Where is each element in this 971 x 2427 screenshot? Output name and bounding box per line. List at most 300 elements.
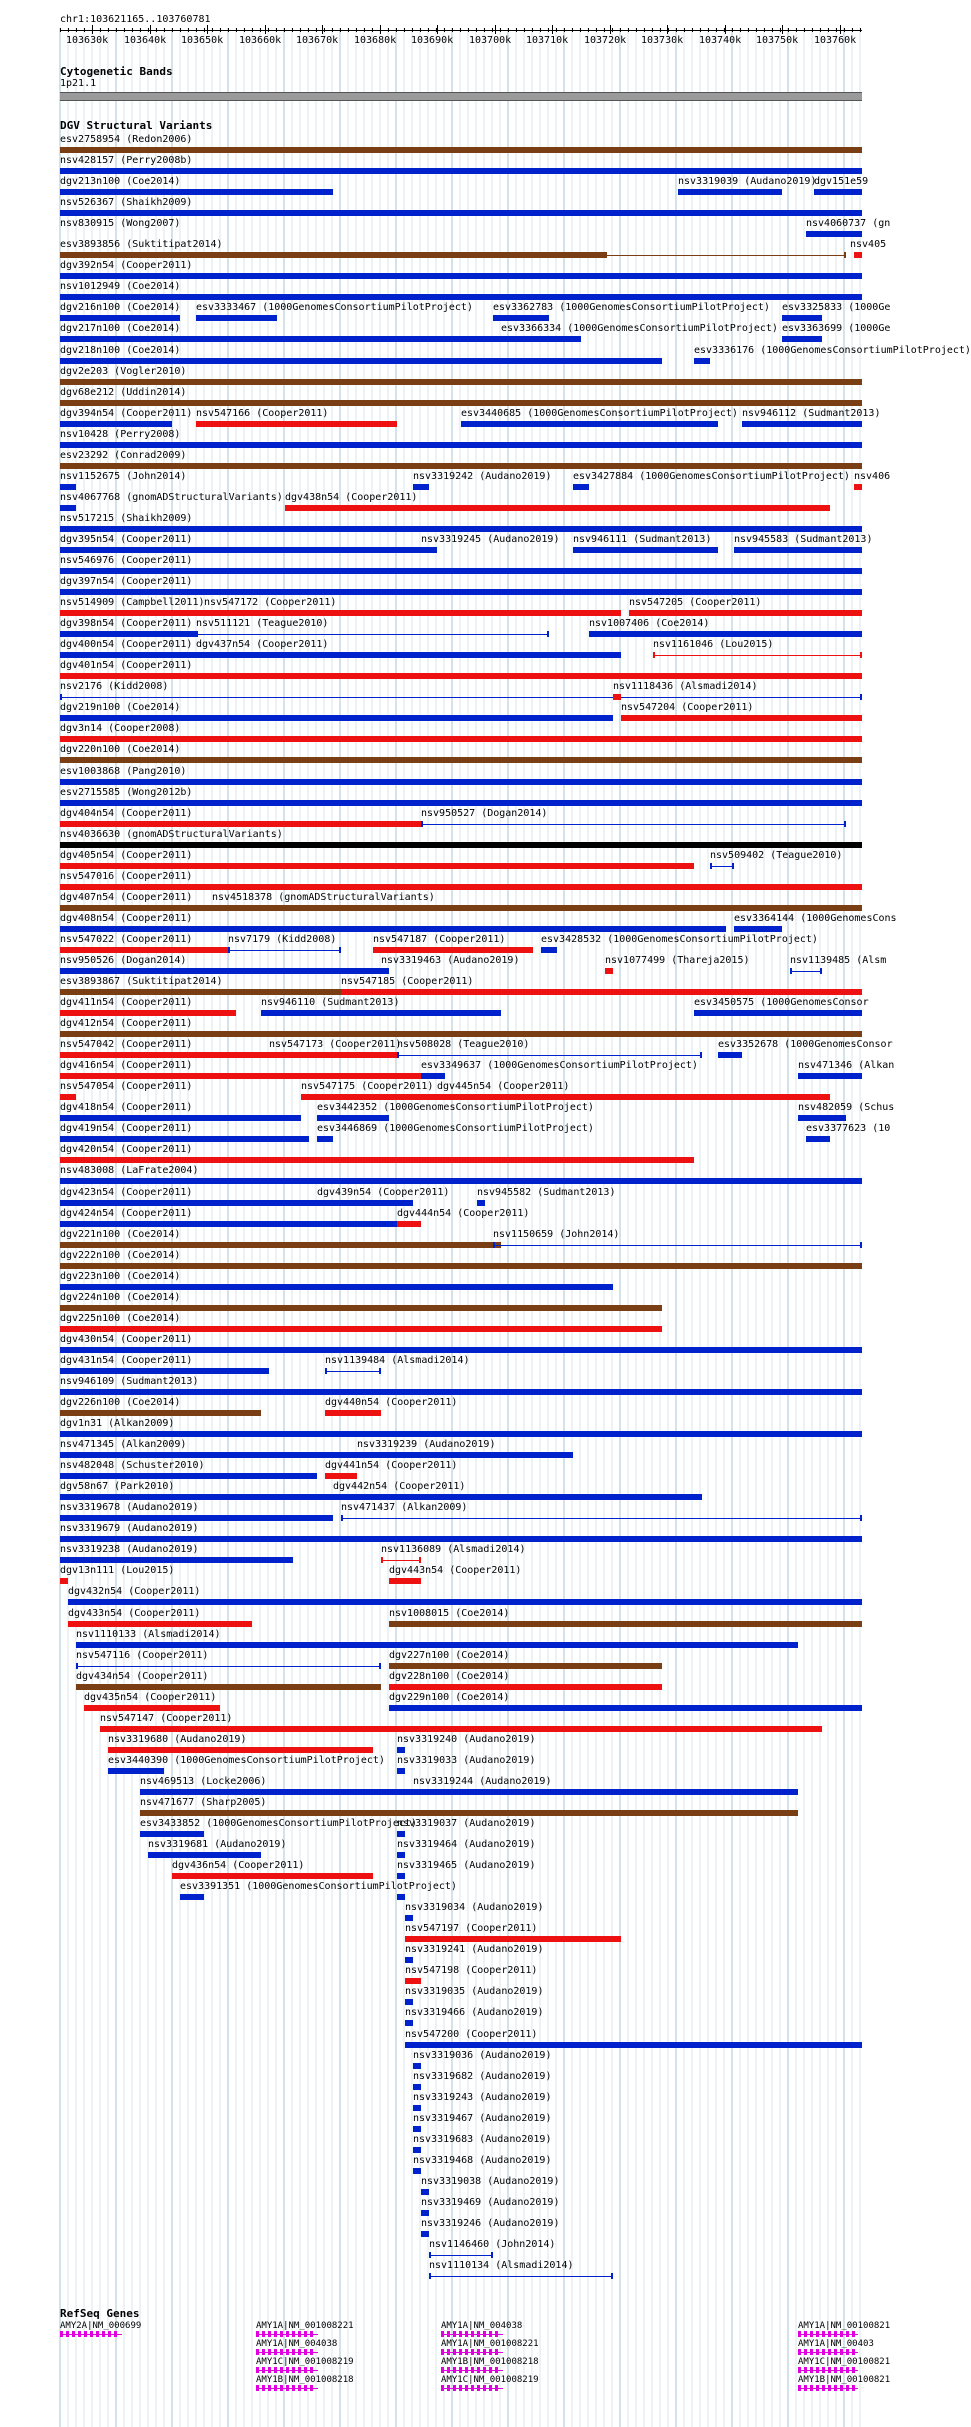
structural-variant-bar[interactable] xyxy=(100,1726,822,1732)
structural-variant-bar[interactable] xyxy=(694,358,710,364)
structural-variant-bar[interactable] xyxy=(60,1073,421,1079)
gene-exon[interactable] xyxy=(471,2349,474,2355)
structural-variant-bar[interactable] xyxy=(60,1178,862,1184)
gene-exon[interactable] xyxy=(114,2331,117,2337)
gene-exon[interactable] xyxy=(262,2385,265,2391)
structural-variant-bar[interactable] xyxy=(60,379,862,385)
structural-variant-bar[interactable] xyxy=(60,697,862,698)
gene-exon[interactable] xyxy=(810,2349,813,2355)
structural-variant-bar[interactable] xyxy=(60,905,862,911)
structural-variant-bar[interactable] xyxy=(60,505,76,511)
structural-variant-bar[interactable] xyxy=(108,1768,164,1774)
structural-variant-bar[interactable] xyxy=(60,1242,501,1248)
gene-exon[interactable] xyxy=(310,2385,313,2391)
structural-variant-bar[interactable] xyxy=(60,968,381,974)
gene-exon[interactable] xyxy=(816,2385,819,2391)
structural-variant-bar[interactable] xyxy=(413,2147,421,2153)
structural-variant-bar[interactable] xyxy=(389,1684,662,1690)
structural-variant-bar[interactable] xyxy=(357,1452,365,1458)
gene-exon[interactable] xyxy=(286,2385,289,2391)
gene-exon[interactable] xyxy=(846,2349,849,2355)
gene-exon[interactable] xyxy=(256,2349,259,2355)
structural-variant-bar[interactable] xyxy=(60,1221,397,1227)
gene-exon[interactable] xyxy=(441,2385,444,2391)
structural-variant-bar[interactable] xyxy=(148,1852,261,1858)
gene-exon[interactable] xyxy=(453,2331,456,2337)
structural-variant-bar[interactable] xyxy=(325,1410,381,1416)
gene-exon[interactable] xyxy=(810,2367,813,2373)
gene-exon[interactable] xyxy=(846,2367,849,2373)
gene-exon[interactable] xyxy=(280,2385,283,2391)
gene-exon[interactable] xyxy=(840,2331,843,2337)
gene-exon[interactable] xyxy=(798,2367,801,2373)
structural-variant-bar[interactable] xyxy=(60,673,862,679)
structural-variant-bar[interactable] xyxy=(172,1873,373,1879)
gene-exon[interactable] xyxy=(471,2367,474,2373)
structural-variant-bar[interactable] xyxy=(621,715,862,721)
structural-variant-bar[interactable] xyxy=(60,1094,76,1100)
structural-variant-bar[interactable] xyxy=(413,2105,421,2111)
structural-variant-bar[interactable] xyxy=(60,400,862,406)
structural-variant-bar[interactable] xyxy=(60,1157,694,1163)
structural-variant-bar[interactable] xyxy=(60,842,862,848)
structural-variant-bar[interactable] xyxy=(60,168,862,174)
structural-variant-bar[interactable] xyxy=(60,1136,309,1142)
structural-variant-bar[interactable] xyxy=(196,315,277,321)
gene-exon[interactable] xyxy=(489,2349,492,2355)
gene-exon[interactable] xyxy=(846,2385,849,2391)
structural-variant-bar[interactable] xyxy=(108,1747,373,1753)
gene-exon[interactable] xyxy=(268,2331,271,2337)
structural-variant-bar[interactable] xyxy=(60,1557,293,1563)
structural-variant-bar[interactable] xyxy=(204,610,621,616)
structural-variant-bar[interactable] xyxy=(413,1789,421,1795)
gene-exon[interactable] xyxy=(834,2349,837,2355)
gene-exon[interactable] xyxy=(477,2385,480,2391)
gene-exon[interactable] xyxy=(810,2331,813,2337)
gene-exon[interactable] xyxy=(90,2331,93,2337)
gene-exon[interactable] xyxy=(310,2367,313,2373)
gene-exon[interactable] xyxy=(256,2331,259,2337)
structural-variant-bar[interactable] xyxy=(60,147,862,153)
structural-variant-bar[interactable] xyxy=(613,694,621,700)
gene-exon[interactable] xyxy=(298,2367,301,2373)
gene-exon[interactable] xyxy=(304,2349,307,2355)
gene-exon[interactable] xyxy=(822,2331,825,2337)
structural-variant-bar[interactable] xyxy=(429,2255,493,2256)
gene-exon[interactable] xyxy=(292,2367,295,2373)
structural-variant-bar[interactable] xyxy=(734,926,782,932)
structural-variant-bar[interactable] xyxy=(60,989,341,995)
structural-variant-bar[interactable] xyxy=(76,1684,381,1690)
gene-exon[interactable] xyxy=(804,2385,807,2391)
gene-exon[interactable] xyxy=(60,2331,63,2337)
structural-variant-bar[interactable] xyxy=(381,968,389,974)
gene-exon[interactable] xyxy=(447,2331,450,2337)
gene-exon[interactable] xyxy=(447,2385,450,2391)
structural-variant-bar[interactable] xyxy=(60,821,421,827)
structural-variant-bar[interactable] xyxy=(60,1284,613,1290)
gene-exon[interactable] xyxy=(840,2367,843,2373)
gene-exon[interactable] xyxy=(495,2331,498,2337)
cytoband-bar[interactable] xyxy=(60,92,862,101)
structural-variant-bar[interactable] xyxy=(60,315,180,321)
structural-variant-bar[interactable] xyxy=(389,1705,862,1711)
gene-exon[interactable] xyxy=(816,2367,819,2373)
structural-variant-bar[interactable] xyxy=(269,1052,397,1058)
structural-variant-bar[interactable] xyxy=(718,1052,742,1058)
gene-exon[interactable] xyxy=(274,2349,277,2355)
gene-exon[interactable] xyxy=(816,2331,819,2337)
gene-exon[interactable] xyxy=(286,2367,289,2373)
structural-variant-bar[interactable] xyxy=(653,655,862,656)
structural-variant-bar[interactable] xyxy=(60,484,76,490)
structural-variant-bar[interactable] xyxy=(60,1368,269,1374)
gene-exon[interactable] xyxy=(310,2331,313,2337)
structural-variant-bar[interactable] xyxy=(60,1473,317,1479)
structural-variant-bar[interactable] xyxy=(389,1578,421,1584)
gene-exon[interactable] xyxy=(840,2385,843,2391)
structural-variant-bar[interactable] xyxy=(60,1347,862,1353)
structural-variant-bar[interactable] xyxy=(317,1200,413,1206)
structural-variant-bar[interactable] xyxy=(573,484,589,490)
structural-variant-bar[interactable] xyxy=(413,2126,421,2132)
structural-variant-bar[interactable] xyxy=(60,1515,333,1521)
structural-variant-bar[interactable] xyxy=(437,1094,830,1100)
structural-variant-bar[interactable] xyxy=(60,1578,68,1584)
structural-variant-bar[interactable] xyxy=(605,255,846,256)
structural-variant-bar[interactable] xyxy=(397,1747,405,1753)
gene-exon[interactable] xyxy=(489,2367,492,2373)
gene-exon[interactable] xyxy=(447,2349,450,2355)
structural-variant-bar[interactable] xyxy=(742,421,862,427)
gene-exon[interactable] xyxy=(495,2349,498,2355)
structural-variant-bar[interactable] xyxy=(421,547,437,553)
structural-variant-bar[interactable] xyxy=(60,463,862,469)
structural-variant-bar[interactable] xyxy=(60,294,862,300)
gene-exon[interactable] xyxy=(798,2385,801,2391)
structural-variant-bar[interactable] xyxy=(798,1073,862,1079)
structural-variant-bar[interactable] xyxy=(317,1136,333,1142)
structural-variant-bar[interactable] xyxy=(60,884,862,890)
structural-variant-bar[interactable] xyxy=(60,947,228,953)
structural-variant-bar[interactable] xyxy=(60,1263,862,1269)
gene-exon[interactable] xyxy=(453,2349,456,2355)
structural-variant-bar[interactable] xyxy=(421,2210,429,2216)
gene-exon[interactable] xyxy=(292,2349,295,2355)
gene-exon[interactable] xyxy=(840,2349,843,2355)
gene-exon[interactable] xyxy=(262,2331,265,2337)
structural-variant-bar[interactable] xyxy=(573,547,718,553)
structural-variant-bar[interactable] xyxy=(60,779,862,785)
structural-variant-bar[interactable] xyxy=(341,989,862,995)
structural-variant-bar[interactable] xyxy=(60,1010,236,1016)
structural-variant-bar[interactable] xyxy=(397,1055,702,1056)
gene-exon[interactable] xyxy=(798,2331,801,2337)
gene-exon[interactable] xyxy=(495,2385,498,2391)
gene-exon[interactable] xyxy=(489,2385,492,2391)
gene-exon[interactable] xyxy=(108,2331,111,2337)
gene-exon[interactable] xyxy=(280,2367,283,2373)
gene-exon[interactable] xyxy=(465,2331,468,2337)
structural-variant-bar[interactable] xyxy=(397,1894,405,1900)
gene-exon[interactable] xyxy=(441,2349,444,2355)
structural-variant-bar[interactable] xyxy=(60,631,196,637)
structural-variant-bar[interactable] xyxy=(397,1768,405,1774)
gene-exon[interactable] xyxy=(495,2367,498,2373)
gene-exon[interactable] xyxy=(280,2331,283,2337)
gene-exon[interactable] xyxy=(834,2331,837,2337)
gene-exon[interactable] xyxy=(256,2367,259,2373)
gene-exon[interactable] xyxy=(477,2331,480,2337)
structural-variant-bar[interactable] xyxy=(196,421,397,427)
structural-variant-bar[interactable] xyxy=(140,1831,204,1837)
structural-variant-bar[interactable] xyxy=(60,547,421,553)
structural-variant-bar[interactable] xyxy=(60,526,862,532)
structural-variant-bar[interactable] xyxy=(317,1115,389,1121)
structural-variant-bar[interactable] xyxy=(477,1200,485,1206)
gene-exon[interactable] xyxy=(822,2349,825,2355)
gene-exon[interactable] xyxy=(816,2349,819,2355)
structural-variant-bar[interactable] xyxy=(180,1894,204,1900)
structural-variant-bar[interactable] xyxy=(60,442,862,448)
structural-variant-bar[interactable] xyxy=(421,824,846,825)
gene-exon[interactable] xyxy=(274,2385,277,2391)
structural-variant-bar[interactable] xyxy=(60,273,862,279)
structural-variant-bar[interactable] xyxy=(806,231,862,237)
structural-variant-bar[interactable] xyxy=(60,1410,261,1416)
structural-variant-bar[interactable] xyxy=(68,1599,862,1605)
structural-variant-bar[interactable] xyxy=(493,315,549,321)
gene-exon[interactable] xyxy=(483,2331,486,2337)
structural-variant-bar[interactable] xyxy=(60,715,613,721)
gene-exon[interactable] xyxy=(286,2331,289,2337)
structural-variant-bar[interactable] xyxy=(854,252,862,258)
gene-exon[interactable] xyxy=(310,2349,313,2355)
structural-variant-bar[interactable] xyxy=(341,1518,862,1519)
gene-exon[interactable] xyxy=(822,2385,825,2391)
structural-variant-bar[interactable] xyxy=(405,2020,413,2026)
structural-variant-bar[interactable] xyxy=(397,1221,421,1227)
structural-variant-bar[interactable] xyxy=(60,421,172,427)
structural-variant-bar[interactable] xyxy=(814,189,862,195)
gene-exon[interactable] xyxy=(453,2385,456,2391)
structural-variant-bar[interactable] xyxy=(405,1936,621,1942)
gene-exon[interactable] xyxy=(834,2385,837,2391)
structural-variant-bar[interactable] xyxy=(605,968,613,974)
structural-variant-bar[interactable] xyxy=(60,1115,301,1121)
gene-exon[interactable] xyxy=(822,2367,825,2373)
structural-variant-bar[interactable] xyxy=(76,1666,381,1667)
structural-variant-bar[interactable] xyxy=(60,1305,662,1311)
gene-exon[interactable] xyxy=(78,2331,81,2337)
gene-exon[interactable] xyxy=(268,2349,271,2355)
structural-variant-bar[interactable] xyxy=(734,547,862,553)
structural-variant-bar[interactable] xyxy=(140,1789,798,1795)
gene-exon[interactable] xyxy=(262,2349,265,2355)
structural-variant-bar[interactable] xyxy=(397,1873,405,1879)
structural-variant-bar[interactable] xyxy=(421,2231,429,2237)
gene-exon[interactable] xyxy=(828,2331,831,2337)
gene-exon[interactable] xyxy=(304,2367,307,2373)
gene-exon[interactable] xyxy=(828,2367,831,2373)
gene-exon[interactable] xyxy=(852,2331,855,2337)
structural-variant-bar[interactable] xyxy=(60,210,862,216)
gene-exon[interactable] xyxy=(465,2367,468,2373)
gene-exon[interactable] xyxy=(846,2331,849,2337)
gene-exon[interactable] xyxy=(441,2367,444,2373)
structural-variant-bar[interactable] xyxy=(429,2276,613,2277)
structural-variant-bar[interactable] xyxy=(405,2042,862,2048)
gene-exon[interactable] xyxy=(286,2349,289,2355)
gene-exon[interactable] xyxy=(852,2349,855,2355)
structural-variant-bar[interactable] xyxy=(60,1326,662,1332)
structural-variant-bar[interactable] xyxy=(405,1957,413,1963)
structural-variant-bar[interactable] xyxy=(76,1642,798,1648)
structural-variant-bar[interactable] xyxy=(84,1705,220,1711)
gene-exon[interactable] xyxy=(852,2385,855,2391)
structural-variant-bar[interactable] xyxy=(629,610,862,616)
gene-exon[interactable] xyxy=(459,2385,462,2391)
gene-exon[interactable] xyxy=(798,2349,801,2355)
structural-variant-bar[interactable] xyxy=(325,1473,357,1479)
gene-exon[interactable] xyxy=(268,2385,271,2391)
structural-variant-bar[interactable] xyxy=(461,421,718,427)
structural-variant-bar[interactable] xyxy=(806,1136,830,1142)
structural-variant-bar[interactable] xyxy=(413,2084,421,2090)
structural-variant-bar[interactable] xyxy=(710,866,734,867)
structural-variant-bar[interactable] xyxy=(60,252,605,258)
gene-exon[interactable] xyxy=(441,2331,444,2337)
gene-exon[interactable] xyxy=(471,2385,474,2391)
gene-exon[interactable] xyxy=(459,2349,462,2355)
structural-variant-bar[interactable] xyxy=(60,1052,269,1058)
gene-exon[interactable] xyxy=(256,2385,259,2391)
structural-variant-bar[interactable] xyxy=(790,971,822,972)
structural-variant-bar[interactable] xyxy=(60,757,862,763)
structural-variant-bar[interactable] xyxy=(325,1371,381,1372)
structural-variant-bar[interactable] xyxy=(140,1810,798,1816)
gene-exon[interactable] xyxy=(84,2331,87,2337)
gene-exon[interactable] xyxy=(465,2349,468,2355)
structural-variant-bar[interactable] xyxy=(413,2168,421,2174)
gene-exon[interactable] xyxy=(96,2331,99,2337)
structural-variant-bar[interactable] xyxy=(493,1245,862,1246)
gene-exon[interactable] xyxy=(447,2367,450,2373)
structural-variant-bar[interactable] xyxy=(60,610,204,616)
structural-variant-bar[interactable] xyxy=(694,1010,862,1016)
structural-variant-bar[interactable] xyxy=(389,1663,662,1669)
gene-exon[interactable] xyxy=(459,2367,462,2373)
gene-exon[interactable] xyxy=(453,2367,456,2373)
structural-variant-bar[interactable] xyxy=(301,1094,445,1100)
structural-variant-bar[interactable] xyxy=(405,1978,421,1984)
gene-exon[interactable] xyxy=(459,2331,462,2337)
gene-exon[interactable] xyxy=(834,2367,837,2373)
structural-variant-bar[interactable] xyxy=(60,589,862,595)
structural-variant-bar[interactable] xyxy=(60,800,862,806)
gene-exon[interactable] xyxy=(66,2331,69,2337)
gene-exon[interactable] xyxy=(483,2385,486,2391)
gene-exon[interactable] xyxy=(262,2367,265,2373)
structural-variant-bar[interactable] xyxy=(854,484,862,490)
structural-variant-bar[interactable] xyxy=(261,1010,501,1016)
structural-variant-bar[interactable] xyxy=(678,189,782,195)
gene-exon[interactable] xyxy=(268,2367,271,2373)
gene-exon[interactable] xyxy=(298,2385,301,2391)
structural-variant-bar[interactable] xyxy=(60,1031,862,1037)
gene-exon[interactable] xyxy=(489,2331,492,2337)
structural-variant-bar[interactable] xyxy=(60,358,662,364)
structural-variant-bar[interactable] xyxy=(333,1494,702,1500)
gene-exon[interactable] xyxy=(810,2385,813,2391)
structural-variant-bar[interactable] xyxy=(60,863,694,869)
gene-exon[interactable] xyxy=(852,2367,855,2373)
gene-exon[interactable] xyxy=(274,2331,277,2337)
gene-exon[interactable] xyxy=(804,2367,807,2373)
structural-variant-bar[interactable] xyxy=(60,1431,862,1437)
structural-variant-bar[interactable] xyxy=(373,947,533,953)
structural-variant-bar[interactable] xyxy=(381,1560,421,1561)
structural-variant-bar[interactable] xyxy=(413,2063,421,2069)
structural-variant-bar[interactable] xyxy=(397,1831,405,1837)
structural-variant-bar[interactable] xyxy=(60,1452,573,1458)
gene-exon[interactable] xyxy=(828,2385,831,2391)
structural-variant-bar[interactable] xyxy=(60,336,501,342)
gene-exon[interactable] xyxy=(298,2349,301,2355)
structural-variant-bar[interactable] xyxy=(589,631,862,637)
structural-variant-bar[interactable] xyxy=(68,1621,252,1627)
gene-exon[interactable] xyxy=(804,2331,807,2337)
structural-variant-bar[interactable] xyxy=(782,336,822,342)
gene-exon[interactable] xyxy=(483,2349,486,2355)
structural-variant-bar[interactable] xyxy=(405,1999,413,2005)
structural-variant-bar[interactable] xyxy=(397,1852,405,1858)
structural-variant-bar[interactable] xyxy=(413,484,429,490)
gene-exon[interactable] xyxy=(292,2385,295,2391)
structural-variant-bar[interactable] xyxy=(60,926,726,932)
gene-exon[interactable] xyxy=(804,2349,807,2355)
structural-variant-bar[interactable] xyxy=(421,1073,445,1079)
gene-exon[interactable] xyxy=(298,2331,301,2337)
structural-variant-bar[interactable] xyxy=(421,2189,429,2195)
gene-exon[interactable] xyxy=(477,2367,480,2373)
structural-variant-bar[interactable] xyxy=(196,652,621,658)
gene-exon[interactable] xyxy=(102,2331,105,2337)
structural-variant-bar[interactable] xyxy=(798,1115,846,1121)
gene-exon[interactable] xyxy=(280,2349,283,2355)
gene-exon[interactable] xyxy=(471,2331,474,2337)
structural-variant-bar[interactable] xyxy=(782,315,822,321)
structural-variant-bar[interactable] xyxy=(228,950,341,951)
structural-variant-bar[interactable] xyxy=(541,947,557,953)
gene-exon[interactable] xyxy=(483,2367,486,2373)
gene-exon[interactable] xyxy=(828,2349,831,2355)
structural-variant-bar[interactable] xyxy=(285,505,830,511)
structural-variant-bar[interactable] xyxy=(60,1389,862,1395)
structural-variant-bar[interactable] xyxy=(60,1200,317,1206)
gene-exon[interactable] xyxy=(477,2349,480,2355)
structural-variant-bar[interactable] xyxy=(60,652,196,658)
structural-variant-bar[interactable] xyxy=(60,568,862,574)
structural-variant-bar[interactable] xyxy=(60,1536,862,1542)
structural-variant-bar[interactable] xyxy=(405,1915,413,1921)
gene-exon[interactable] xyxy=(292,2331,295,2337)
gene-exon[interactable] xyxy=(465,2385,468,2391)
gene-exon[interactable] xyxy=(304,2385,307,2391)
gene-exon[interactable] xyxy=(304,2331,307,2337)
structural-variant-bar[interactable] xyxy=(60,736,862,742)
